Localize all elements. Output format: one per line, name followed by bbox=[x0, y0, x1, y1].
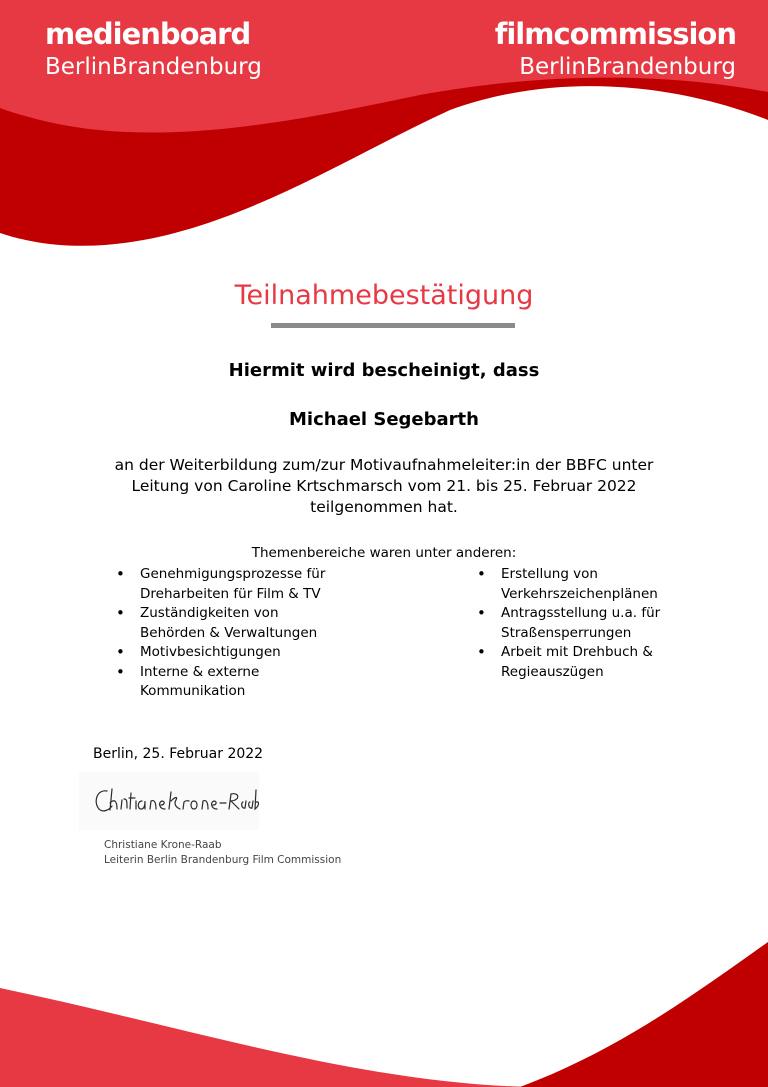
participant-name: Michael Segebarth bbox=[289, 409, 479, 430]
logo-right-line1: filmcommission bbox=[494, 17, 736, 51]
footer-wave-graphic bbox=[0, 930, 768, 1087]
description-line: Leitung von Caroline Krtschmarsch vom 21. bis 25. Februar 2022 bbox=[131, 477, 637, 495]
medienboard-logo bbox=[45, 17, 262, 80]
place-and-date: Berlin, 25. Februar 2022 bbox=[93, 746, 264, 762]
topic-item: • Interne & externe Kommunikation bbox=[116, 663, 331, 702]
logo-left-line1: medienboard bbox=[45, 17, 251, 51]
description-line: teilgenommen hat. bbox=[310, 498, 458, 516]
description-line: an der Weiterbildung zum/zur Motivaufnahmeleiter:in der BBFC unter bbox=[114, 456, 654, 474]
signer-block bbox=[104, 838, 341, 867]
topics-list-left bbox=[116, 565, 331, 702]
certify-statement: Hiermit wird bescheinigt, dass bbox=[228, 360, 540, 381]
signer-name: Christiane Krone-Raab bbox=[104, 839, 222, 851]
certificate-title: Teilnahmebestätigung bbox=[234, 280, 534, 311]
filmcommission-logo bbox=[494, 17, 736, 80]
topic-item: • Genehmigungsprozesse für Dreharbeiten für Film & TV bbox=[116, 565, 331, 604]
topics-list-right bbox=[477, 565, 677, 682]
topics-heading: Themenbereiche waren unter anderen: bbox=[251, 545, 517, 561]
topic-item: • Arbeit mit Drehbuch & Regieauszügen bbox=[477, 643, 677, 682]
topic-item: • Zuständigkeiten von Behörden & Verwaltungen bbox=[116, 604, 331, 643]
handwritten-signature bbox=[79, 772, 259, 830]
topic-item: • Motivbesichtigungen bbox=[116, 643, 331, 663]
course-description bbox=[110, 455, 658, 518]
logo-left-line2: BerlinBrandenburg bbox=[45, 54, 262, 80]
logo-right-line2: BerlinBrandenburg bbox=[519, 54, 736, 80]
topic-item: • Antragsstellung u.a. für Straßensperrungen bbox=[477, 604, 677, 643]
title-underline bbox=[271, 323, 515, 328]
topic-item: • Erstellung von Verkehrszeichenplänen bbox=[477, 565, 677, 604]
signer-role: Leiterin Berlin Brandenburg Film Commission bbox=[104, 853, 342, 866]
